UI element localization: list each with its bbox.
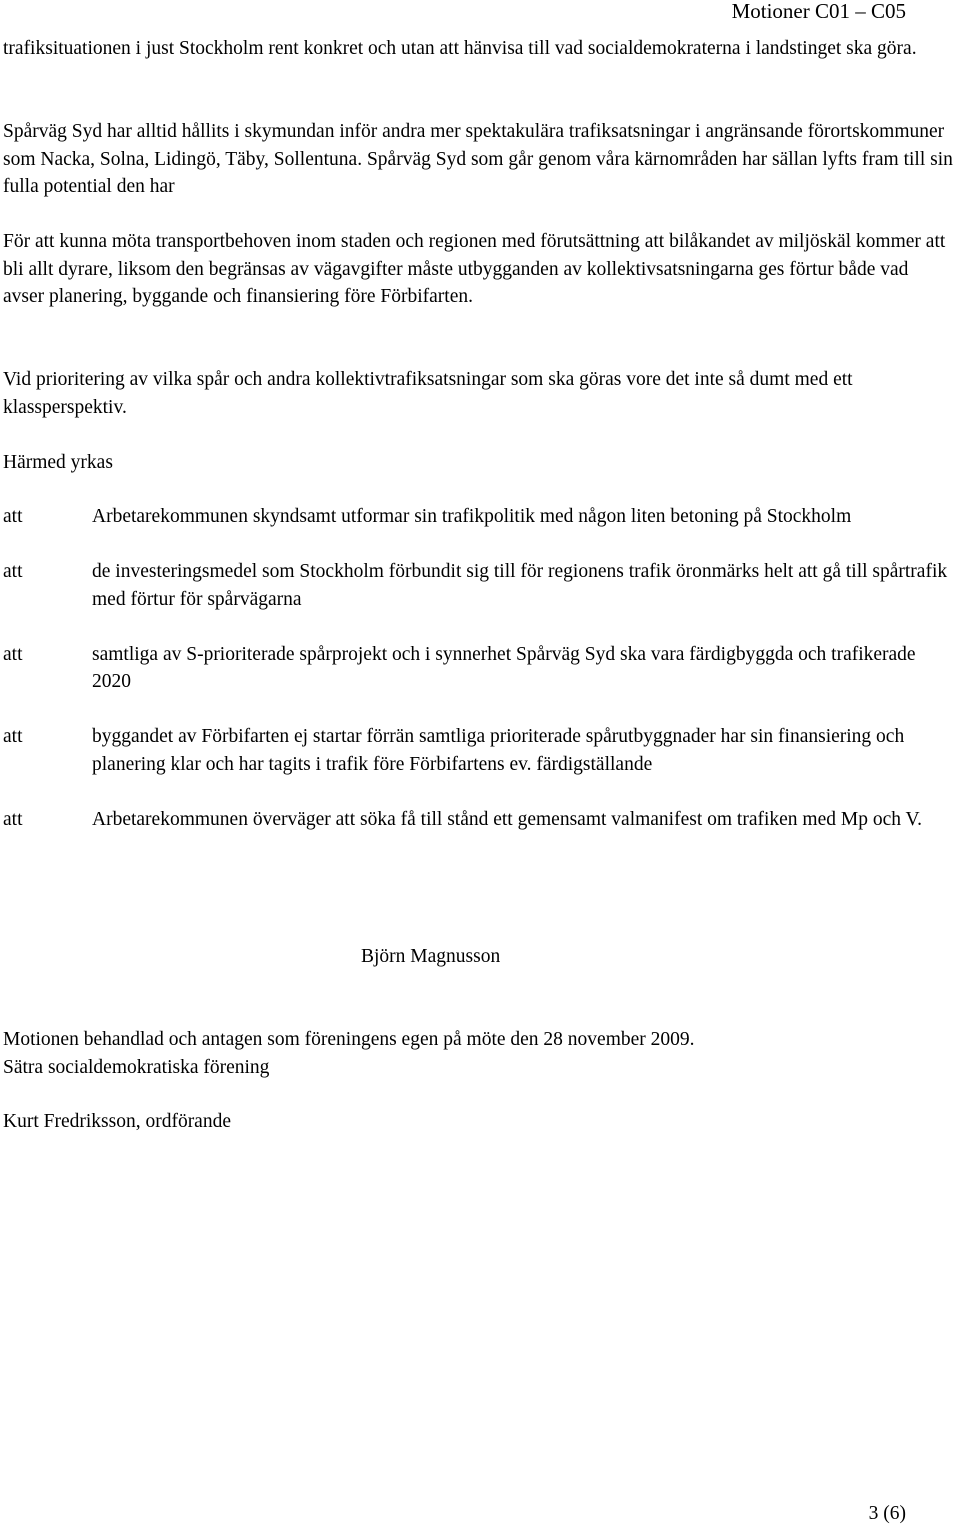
chair-signature: Kurt Fredriksson, ordförande bbox=[3, 1111, 231, 1132]
demands-list bbox=[3, 503, 958, 861]
demand-item bbox=[3, 558, 958, 613]
demand-text: Arbetarekommunen skyndsamt utformar sin trafikpolitik med någon liten betoning på Stockholm bbox=[92, 506, 852, 527]
adoption-statement: Motionen behandlad och antagen som föreningens egen på möte den 28 november 2009. bbox=[3, 1029, 695, 1050]
demand-marker: att bbox=[3, 643, 23, 665]
demand-item bbox=[3, 723, 958, 778]
demand-item bbox=[3, 641, 958, 696]
demand-text: samtliga av S-prioriterade spårprojekt och i synnerhet Spårväg Syd ska vara färdigbyggda och trafikerade 2020 bbox=[92, 643, 916, 692]
demand-marker: att bbox=[3, 561, 23, 582]
signature-name: Björn Magnusson bbox=[361, 946, 501, 967]
document-header-title: Motioner C01 – C05 bbox=[731, 0, 906, 23]
demand-marker: att bbox=[3, 726, 23, 747]
paragraph-4: Vid prioritering av vilka spår och andra kollektivtrafiksatsningar som ska göras vore det inte så dumt med ett klassperspektiv. bbox=[3, 369, 853, 418]
paragraph-2: Spårväg Syd har alltid hållits i skymundan inför andra mer spektakulära trafiksatsningar i angränsande förortskommuner som Nacka, Solna, Lidingö, Täby, Sollentuna. Spårväg Syd som går genom våra kärnområden har sällan lyfts fram till sin fulla potential den har bbox=[3, 121, 953, 197]
paragraph-1: trafiksituationen i just Stockholm rent konkret och utan att hänvisa till vad socialdemokraterna i landstinget ska göra. bbox=[3, 38, 917, 59]
demand-text: de investeringsmedel som Stockholm förbundit sig till för regionens trafik öronmärks helt att gå till spårtrafik med förtur för spårvägarna bbox=[92, 561, 948, 610]
organization-name: Sätra socialdemokratiska förening bbox=[3, 1056, 270, 1078]
demands-heading: Härmed yrkas bbox=[3, 452, 113, 473]
demand-item bbox=[3, 806, 958, 834]
closing-block bbox=[3, 1026, 695, 1081]
demand-marker: att bbox=[3, 506, 23, 527]
page-number: 3 (6) bbox=[868, 1503, 906, 1524]
demand-text: byggandet av Förbifarten ej startar förrän samtliga prioriterade spårutbyggnader har sin finansiering och planering klar och har tagits i trafik före Förbifartens ev. färdigställande bbox=[92, 726, 905, 775]
paragraph-3: För att kunna möta transportbehoven inom staden och regionen med förutsättning att bilåkandet av miljöskäl kommer att bli allt dyrare, liksom den begränsas av vägavgifter måste utbygganden av kollektivsatsningarna ges förtur både vad avser planering, byggande och finansiering före Förbifarten. bbox=[3, 231, 946, 307]
demand-marker: att bbox=[3, 808, 23, 830]
demand-item bbox=[3, 503, 958, 531]
demand-text: Arbetarekommunen överväger att söka få till stånd ett gemensamt valmanifest om trafiken med Mp och V. bbox=[92, 808, 922, 830]
